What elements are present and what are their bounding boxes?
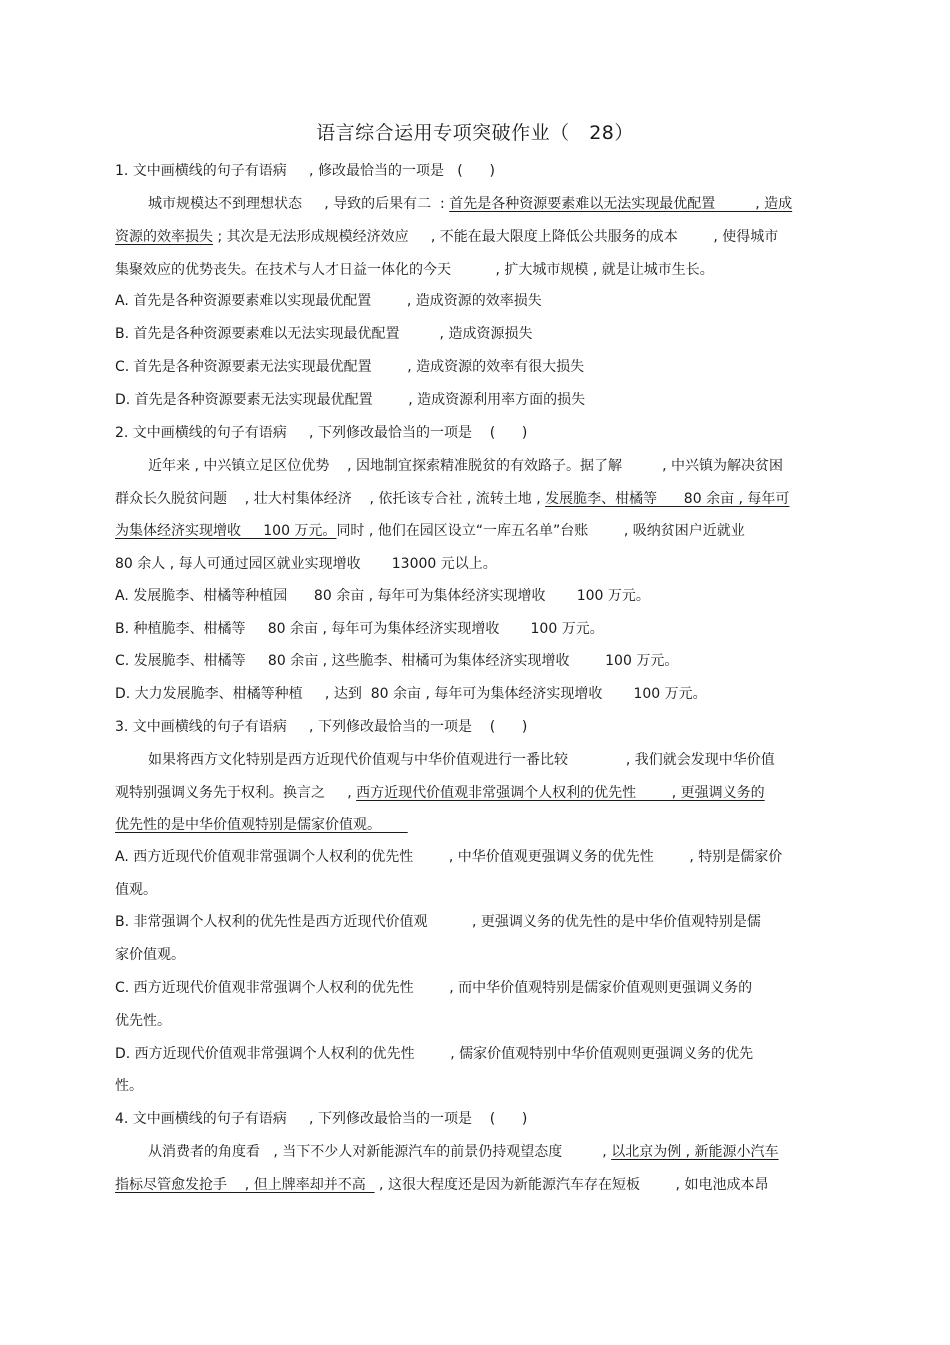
question-3-stem: 3. 文中画横线的句子有语病 , 下列修改最恰当的一项是 ( ) (115, 719, 528, 735)
passage-text: 同时 , 他们在园区设立“一库五名单”台账 , 吸纳贫困户近就业 (336, 523, 745, 539)
page-title: 语言综合运用专项突破作业（ 28） (316, 122, 634, 144)
passage-text: 群众长久脱贫问题 , 壮大村集体经济 , 依托该专合社 , 流转土地 , (115, 491, 546, 507)
option-b: B. 首先是各种资源要素难以无法实现最优配置 , 造成资源损失 (115, 326, 533, 342)
passage-line (115, 261, 714, 279)
passage-text: 城市规模达不到理想状态 , 导致的后果有二 : (148, 196, 450, 212)
passage-text: 集聚效应的优势丧失。在技术与人才日益一体化的今天 , 扩大城市规模 , 就是让城市生长。 (115, 262, 714, 278)
passage-line (115, 490, 789, 508)
underlined-sentence: 首先是各种资源要素难以无法实现最优配置 , 造成 (449, 196, 793, 212)
option-b-cont: 家价值观。 (115, 947, 185, 963)
option-d: D. 大力发展脆李、柑橘等种植 , 达到 80 余亩 , 每年可为集体经济实现增收 100 万元。 (115, 686, 707, 702)
passage-line (115, 555, 497, 573)
passage-line (115, 228, 778, 246)
option-b: B. 种植脆李、柑橘等 80 余亩 , 每年可为集体经济实现增收 100 万元。 (115, 621, 604, 637)
passage-line (148, 195, 792, 213)
underlined-sentence: 西方近现代价值观非常强调个人权利的优先性 , 更强调义务的 (356, 785, 765, 801)
option-a-cont: 值观。 (115, 882, 157, 898)
passage-text: , 这很大程度还是因为新能源汽车存在短板 , 如电池成本昂 (374, 1177, 769, 1193)
passage-text: 观特别强调义务先于权利。换言之 , (115, 785, 357, 801)
question-1-stem: 1. 文中画横线的句子有语病 , 修改最恰当的一项是 ( ) (115, 163, 495, 179)
passage-line (148, 751, 775, 769)
option-d: D. 首先是各种资源要素无法实现最优配置 , 造成资源利用率方面的损失 (115, 392, 586, 408)
option-c: C. 发展脆李、柑橘等 80 余亩 , 这些脆李、柑橘可为集体经济实现增收 100 万元。 (115, 653, 679, 669)
underlined-sentence: 指标尽管愈发抢手 , 但上牌率却并不高 (115, 1177, 375, 1193)
option-b: B. 非常强调个人权利的优先性是西方近现代价值观 , 更强调义务的优先性的是中华价值观特别是儒 (115, 914, 761, 930)
underlined-sentence: 发展脆李、柑橘等 80 余亩 , 每年可 (545, 491, 790, 507)
passage-text: 从消费者的角度看 , 当下不少人对新能源汽车的前景仍持观望态度 , (148, 1144, 612, 1160)
passage-line (115, 816, 408, 834)
passage-line (148, 1143, 779, 1161)
passage-line (115, 1176, 768, 1194)
option-c-cont: 优先性。 (115, 1013, 171, 1029)
question-4-stem: 4. 文中画横线的句子有语病 , 下列修改最恰当的一项是 ( ) (115, 1111, 528, 1127)
passage-line (115, 522, 745, 540)
passage-line (115, 784, 765, 802)
option-a: A. 首先是各种资源要素难以实现最优配置 , 造成资源的效率损失 (115, 293, 542, 309)
passage-text: ; 其次是无法形成规模经济效应 , 不能在最大限度上降低公共服务的成本 , 使得城市 (213, 229, 779, 245)
option-d-cont: 性。 (115, 1078, 143, 1094)
passage-text: 80 余人 , 每人可通过园区就业实现增收 13000 元以上。 (115, 556, 497, 572)
underlined-sentence: 为集体经济实现增收 100 万元。 (115, 523, 337, 539)
option-a: A. 西方近现代价值观非常强调个人权利的优先性 , 中华价值观更强调义务的优先性 , 特别是儒家价 (115, 849, 783, 865)
underlined-sentence: 优先性的是中华价值观特别是儒家价值观。 (115, 817, 408, 833)
underlined-sentence: 以北京为例 , 新能源小汽车 (611, 1144, 779, 1160)
option-c: C. 首先是各种资源要素无法实现最优配置 , 造成资源的效率有很大损失 (115, 359, 585, 375)
passage-line (148, 457, 783, 475)
passage-text: 近年来 , 中兴镇立足区位优势 , 因地制宜探索精准脱贫的有效路子。据了解 , 中兴镇为解决贫困 (148, 458, 784, 474)
underlined-sentence: 资源的效率损失 (115, 229, 213, 245)
question-2-stem: 2. 文中画横线的句子有语病 , 下列修改最恰当的一项是 ( ) (115, 425, 528, 441)
passage-text: 如果将西方文化特别是西方近现代价值观与中华价值观进行一番比较 , 我们就会发现中华价值 (148, 752, 775, 768)
option-a: A. 发展脆李、柑橘等种植园 80 余亩 , 每年可为集体经济实现增收 100 万元。 (115, 588, 650, 604)
option-c: C. 西方近现代价值观非常强调个人权利的优先性 , 而中华价值观特别是儒家价值观则更强调义务的 (115, 980, 753, 996)
option-d: D. 西方近现代价值观非常强调个人权利的优先性 , 儒家价值观特别中华价值观则更强调义务的优先 (115, 1046, 754, 1062)
